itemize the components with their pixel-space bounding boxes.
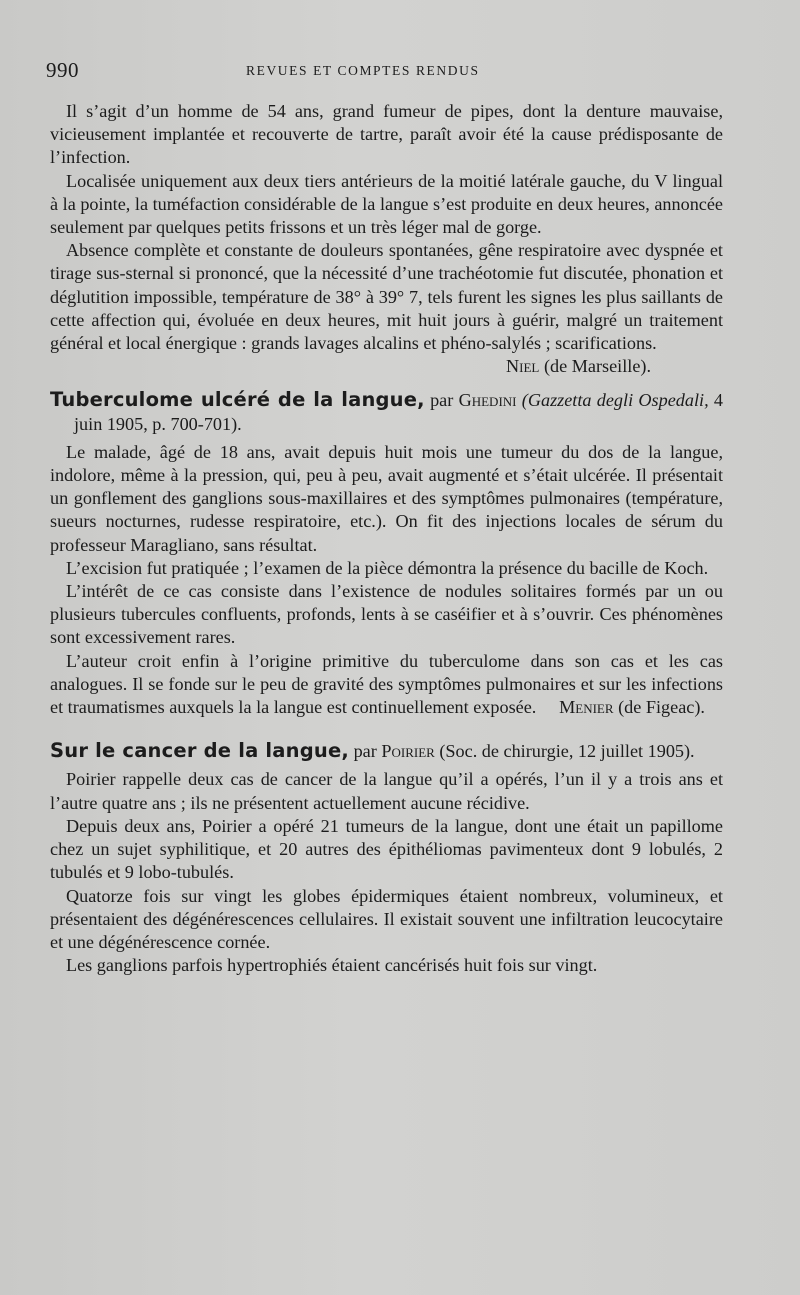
- article2-paragraph-4-text: L’auteur croit enfin à l’origine primitive du tuberculome dans son cas et les cas analogues. Il se fonde sur le peu de gravité des symptômes pulmonaires et sur les infections et traumatismes auxquels la la langue est continuellement exposée.: [50, 650, 723, 718]
- article2-reviewer: Menier: [559, 697, 614, 718]
- article2-paragraph-4: [50, 650, 723, 720]
- article3-title: Sur le cancer de la langue,: [50, 739, 350, 763]
- article2-paragraph-1: Le malade, âgé de 18 ans, avait depuis huit mois une tumeur du dos de la langue, indolore, même à la pression, qui, peu à peu, avait augmenté et s’était ulcérée. Il présentait un gonflement des ganglions sous-maxillaires et des symptômes pulmonaires (température, sueurs nocturnes, rudesse respiratoire, etc.). On fit des injections locales de sérum du professeur Maragliano, sans résultat.: [50, 441, 723, 555]
- article2-reviewer-place: (de Figeac).: [618, 697, 705, 718]
- article1-author-place: (de Marseille).: [543, 356, 651, 377]
- article3-source: (Soc. de chirurgie, 12 juillet 1905).: [439, 741, 695, 762]
- article3-by: par: [353, 741, 377, 762]
- page-header: [46, 58, 726, 84]
- article1-paragraph-1: Il s’agit d’un homme de 54 ans, grand fumeur de pipes, dont la denture mauvaise, vicieusement implantée et recouverte de tartre, paraît avoir été la cause prédisposante de l’infection.: [50, 101, 723, 168]
- article2-source: (Gazzetta degli Ospedali,: [521, 390, 709, 411]
- article2-by: par: [430, 390, 454, 411]
- article3-paragraph-1: Poirier rappelle deux cas de cancer de la langue qu’il a opérés, l’un il y a trois ans et l’autre quatre ans ; ils ne présentent actuellement aucune récidive.: [50, 769, 723, 813]
- article2-title: Tuberculome ulcéré de la langue,: [50, 388, 425, 412]
- running-head: REVUES ET COMPTES RENDUS: [246, 63, 480, 78]
- article2-heading: [50, 388, 723, 435]
- article3-author: Poirier: [381, 741, 435, 762]
- article2-paragraph-3: L’intérêt de ce cas consiste dans l’existence de nodules solitaires formés par un ou plusieurs tubercules confluents, profonds, lents à se caséifier et à s’ouvrir. Ces phénomènes sont excessivement rares.: [50, 581, 723, 648]
- article2-date-pages: 4 juin 1905, p. 700-701).: [74, 390, 724, 434]
- article1-author: Niel: [506, 356, 540, 377]
- article2-paragraph-2: L’excision fut pratiquée ; l’examen de la pièce démontra la présence du bacille de Koch.: [66, 557, 709, 578]
- article3-heading: [50, 739, 723, 763]
- article1-signature: [50, 355, 723, 378]
- page-number: 990: [46, 58, 79, 82]
- article3-paragraph-4: Les ganglions parfois hypertrophiés étaient cancérisés huit fois sur vingt.: [66, 955, 598, 976]
- body-text: [50, 100, 723, 977]
- article1-paragraph-2: Localisée uniquement aux deux tiers antérieurs de la moitié latérale gauche, du V lingual à la pointe, la tuméfaction considérable de la langue s’est produite en deux heures, annoncée seulement par quelques petits frissons et un très léger mal de gorge.: [50, 170, 723, 238]
- article1-paragraph-3: Absence complète et constante de douleurs spontanées, gêne respiratoire avec dyspnée et tirage sus-sternal si prononcé, que la nécessité d’une trachéotomie fut discutée, phonation et déglutition impossible, température de 38° à 39° 7, tels furent les signes les plus saillants de cette affection qui, évoluée en deux heures, mit huit jours à guérir, malgré un traitement général et local énergique : grands lavages alcalins et phéno-salylés ; scarifications.: [50, 240, 723, 354]
- article3-paragraph-2: Depuis deux ans, Poirier a opéré 21 tumeurs de la langue, dont une était un papillome chez un sujet syphilitique, et 20 autres des épithéliomas pavimenteux dont 9 lobulés, 2 tubulés et 9 lobo-tubulés.: [50, 815, 723, 883]
- article2-author: Ghedini: [458, 390, 517, 411]
- article3-paragraph-3: Quatorze fois sur vingt les globes épidermiques étaient nombreux, volumineux, et présentaient des dégénérescences cellulaires. Il existait souvent une infiltration leucocytaire et une dégénérescence cornée.: [50, 885, 723, 952]
